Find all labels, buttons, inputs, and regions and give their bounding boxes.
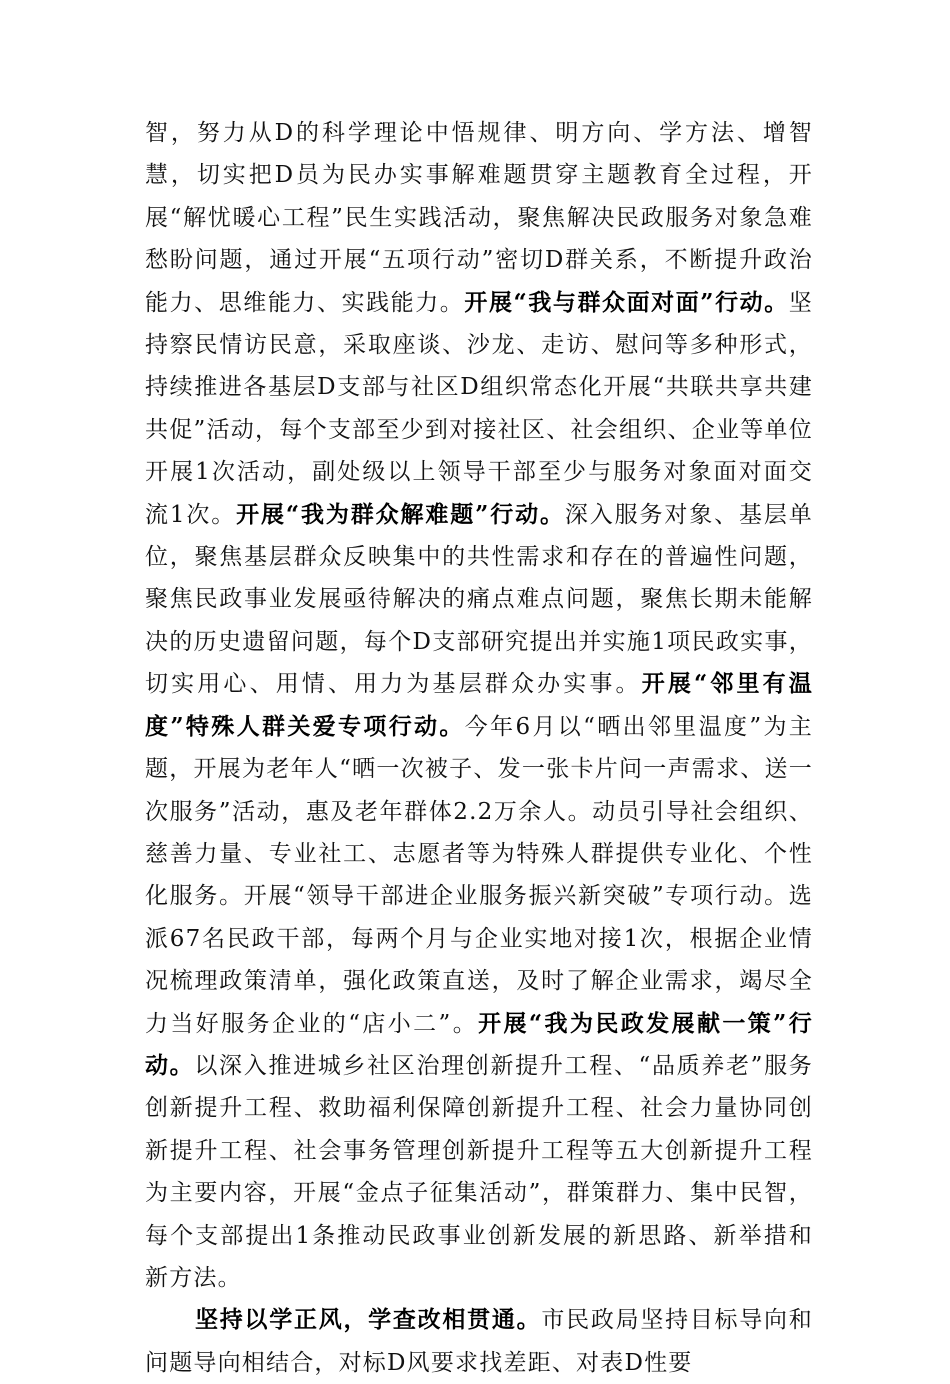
text-segment: 今年6月以“晒出邻里温度”为主题，开展为老年人“晒一次被子、发一张卡片问一声需求、送一次服务”活动，惠及老年群体2.2万余人。动员引导社会组织、慈善力量、专业社工、志愿者等为特殊人群提供专业化、个性化服务。开展“领导干部进企业服务振兴新突破”专项行动。选派67名民政干部，每两个月与企业实地对接1次，根据企业情况梳理政策清单，强化政策直送，及时了解企业需求，竭尽全力当好服务企业的“店小二”。 xyxy=(145,713,813,1037)
paragraph-1 xyxy=(145,112,813,1299)
bold-heading-segment: 坚持以学正风，学查改相贯通。 xyxy=(195,1306,542,1334)
text-segment: 坚持察民情访民意，采取座谈、沙龙、走访、慰问等多种形式，持续推进各基层D支部与社区D组织常态化开展“共联共享共建共促”活动，每个支部至少到对接社区、社会组织、企业等单位开展1次活动，副处级以上领导干部至少与服务对象面对面交流1次。 xyxy=(145,289,813,528)
text-segment: 以深入推进城乡社区治理创新提升工程、“品质养老”服务创新提升工程、救助福利保障创新提升工程、社会力量协同创新提升工程、社会事务管理创新提升工程等五大创新提升工程为主要内容，开展“金点子征集活动”，群策群力、集中民智，每个支部提出1条推动民政事业创新发展的新思路、新举措和新方法。 xyxy=(145,1052,813,1291)
bold-heading-segment: 开展“邻里有温度”特殊人群关爱专项行动。 xyxy=(145,670,813,740)
text-segment: 深入服务对象、基层单位，聚焦基层群众反映集中的共性需求和存在的普遍性问题，聚焦民政事业发展亟待解决的痛点难点问题，聚焦长期未能解决的历史遗留问题，每个D支部研究提出并实施1项民政实事，切实用心、用情、用力为基层群众办实事。 xyxy=(145,501,814,698)
bold-heading-segment: 开展“我与群众面对面”行动。 xyxy=(464,288,789,316)
bold-heading-segment: 开展“我为群众解难题”行动。 xyxy=(236,500,565,528)
text-segment: 市民政局坚持目标导向和问题导向相结合，对标D风要求找差距、对表D性要 xyxy=(145,1307,813,1376)
text-segment: 智，努力从D的科学理论中悟规律、明方向、学方法、增智慧，切实把D员为民办实事解难题贯穿主题教育全过程，开展“解忧暖心工程”民生实践活动，聚焦解决民政服务对象急难愁盼问题，通过开展“五项行动”密切D群关系，不断提升政治能力、思维能力、实践能力。 xyxy=(145,120,813,316)
bold-heading-segment: 开展“我为民政发展献一策”行动。 xyxy=(145,1009,813,1079)
document-body xyxy=(145,112,813,1384)
paragraph-2 xyxy=(145,1299,813,1384)
